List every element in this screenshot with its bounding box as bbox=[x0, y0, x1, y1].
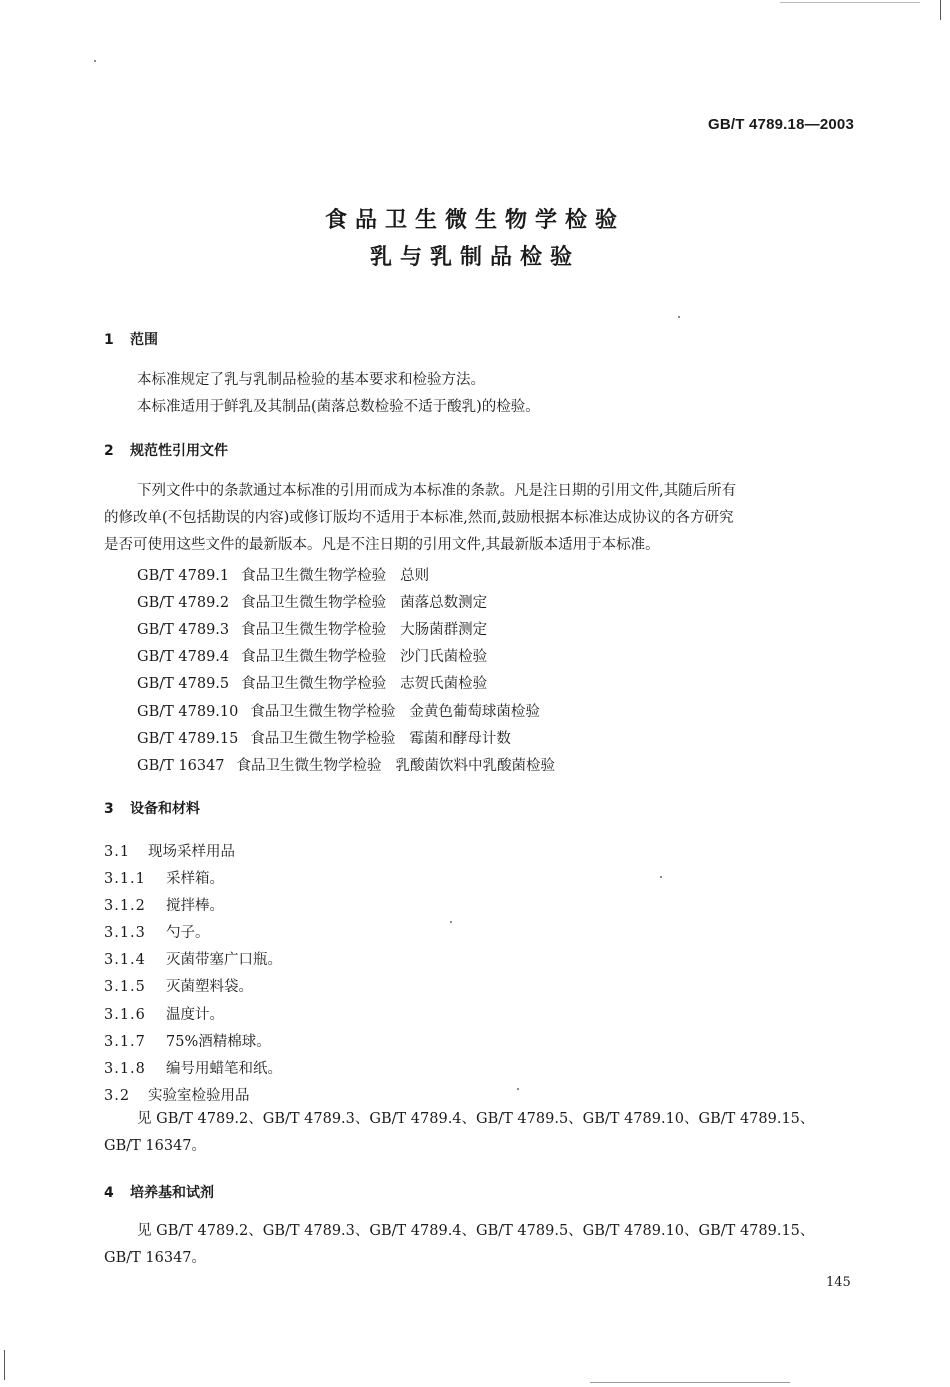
item-number: 3.1.8 bbox=[104, 1061, 146, 1077]
item-text: 灭菌带塞广口瓶。 bbox=[166, 952, 282, 968]
item-text: 灭菌塑料袋。 bbox=[166, 979, 253, 995]
reference-part: 乳酸菌饮料中乳酸菌检验 bbox=[395, 758, 556, 774]
reference-code: GB/T 16347 bbox=[137, 758, 225, 774]
list-item bbox=[104, 1003, 224, 1024]
list-item bbox=[104, 948, 282, 969]
reference-item bbox=[137, 700, 540, 721]
reference-title: 食品卫生微生物学检验 bbox=[241, 649, 387, 665]
item-text: 勺子。 bbox=[166, 925, 210, 941]
reference-title: 食品卫生微生物学检验 bbox=[241, 595, 387, 611]
paragraph-line: 见 GB/T 4789.2、GB/T 4789.3、GB/T 4789.4、GB/T 4789.5、GB/T 4789.10、GB/T 4789.15、 bbox=[137, 1111, 815, 1127]
section-1-heading bbox=[104, 329, 158, 349]
list-item bbox=[104, 975, 253, 996]
list-item bbox=[104, 1030, 271, 1051]
page-number: 145 bbox=[826, 1275, 851, 1290]
list-item bbox=[104, 1057, 282, 1078]
reference-item bbox=[137, 672, 487, 693]
paragraph-line: 是否可使用这些文件的最新版本。凡是不注日期的引用文件,其最新版本适用于本标准。 bbox=[104, 537, 660, 553]
item-number: 3.1 bbox=[104, 844, 131, 860]
reference-title: 食品卫生微生物学检验 bbox=[241, 568, 387, 584]
reference-part: 金黄色葡萄球菌检验 bbox=[409, 704, 540, 720]
reference-part: 志贺氏菌检验 bbox=[400, 676, 488, 692]
section-number: 3 bbox=[104, 801, 114, 817]
reference-title: 食品卫生微生物学检验 bbox=[250, 704, 396, 720]
reference-title: 食品卫生微生物学检验 bbox=[236, 758, 382, 774]
item-number: 3.1.6 bbox=[104, 1007, 146, 1023]
reference-code: GB/T 4789.15 bbox=[137, 731, 239, 747]
subsection-3-2 bbox=[104, 1084, 250, 1105]
section-3-heading bbox=[104, 798, 200, 818]
section-title: 范围 bbox=[130, 332, 158, 348]
scan-edge-mark bbox=[4, 1350, 5, 1380]
reference-code: GB/T 4789.3 bbox=[137, 622, 230, 638]
reference-part: 霉菌和酵母计数 bbox=[409, 731, 511, 747]
reference-item bbox=[137, 727, 511, 748]
section-4-heading bbox=[104, 1182, 214, 1202]
reference-part: 菌落总数测定 bbox=[400, 595, 488, 611]
section-number: 1 bbox=[104, 332, 114, 348]
scan-speck bbox=[678, 316, 680, 318]
item-number: 3.1.2 bbox=[104, 898, 146, 914]
item-number: 3.2 bbox=[104, 1088, 131, 1104]
list-item bbox=[104, 921, 210, 942]
reference-item bbox=[137, 618, 487, 639]
reference-item bbox=[137, 754, 555, 775]
item-text: 搅拌棒。 bbox=[166, 898, 224, 914]
section-number: 2 bbox=[104, 443, 114, 459]
scan-edge-mark bbox=[940, 0, 941, 20]
scan-speck bbox=[94, 60, 96, 62]
paragraph-line: 见 GB/T 4789.2、GB/T 4789.3、GB/T 4789.4、GB/T 4789.5、GB/T 4789.10、GB/T 4789.15、 bbox=[137, 1223, 815, 1239]
section-title: 设备和材料 bbox=[130, 801, 200, 817]
reference-title: 食品卫生微生物学检验 bbox=[241, 622, 387, 638]
item-text: 现场采样用品 bbox=[148, 844, 235, 860]
document-title-line2: 乳与乳制品检验 bbox=[369, 245, 580, 270]
item-number: 3.1.5 bbox=[104, 979, 146, 995]
reference-title: 食品卫生微生物学检验 bbox=[241, 676, 387, 692]
section-title: 规范性引用文件 bbox=[130, 443, 228, 459]
scan-speck bbox=[517, 1088, 519, 1090]
reference-item bbox=[137, 564, 429, 585]
paragraph-line: GB/T 16347。 bbox=[104, 1250, 207, 1266]
reference-item bbox=[137, 591, 487, 612]
document-title-line1: 食品卫生微生物学检验 bbox=[324, 208, 625, 233]
item-number: 3.1.4 bbox=[104, 952, 146, 968]
list-item bbox=[104, 867, 224, 888]
standard-number: GB/T 4789.18—2003 bbox=[708, 116, 854, 133]
section-title: 培养基和试剂 bbox=[130, 1185, 214, 1201]
section-number: 4 bbox=[104, 1185, 114, 1201]
item-number: 3.1.7 bbox=[104, 1034, 146, 1050]
paragraph: 本标准适用于鲜乳及其制品(菌落总数检验不适于酸乳)的检验。 bbox=[137, 399, 540, 415]
scan-edge-mark bbox=[780, 2, 920, 3]
reference-code: GB/T 4789.4 bbox=[137, 649, 230, 665]
item-number: 3.1.1 bbox=[104, 871, 146, 887]
reference-item bbox=[137, 645, 487, 666]
item-text: 编号用蜡笔和纸。 bbox=[166, 1061, 282, 1077]
reference-code: GB/T 4789.5 bbox=[137, 676, 230, 692]
reference-code: GB/T 4789.2 bbox=[137, 595, 230, 611]
paragraph-line: 下列文件中的条款通过本标准的引用而成为本标准的条款。凡是注日期的引用文件,其随后所有 bbox=[137, 483, 737, 499]
subsection-3-1 bbox=[104, 840, 235, 861]
paragraph-line: GB/T 16347。 bbox=[104, 1138, 207, 1154]
list-item bbox=[104, 894, 224, 915]
reference-part: 大肠菌群测定 bbox=[400, 622, 488, 638]
reference-title: 食品卫生微生物学检验 bbox=[250, 731, 396, 747]
item-text: 实验室检验用品 bbox=[148, 1088, 250, 1104]
item-text: 采样箱。 bbox=[166, 871, 224, 887]
item-text: 温度计。 bbox=[166, 1007, 224, 1023]
reference-part: 沙门氏菌检验 bbox=[400, 649, 488, 665]
paragraph: 本标准规定了乳与乳制品检验的基本要求和检验方法。 bbox=[137, 372, 485, 388]
item-number: 3.1.3 bbox=[104, 925, 146, 941]
reference-code: GB/T 4789.1 bbox=[137, 568, 230, 584]
reference-part: 总则 bbox=[400, 568, 430, 584]
scan-speck bbox=[660, 876, 662, 878]
section-2-heading bbox=[104, 440, 228, 460]
reference-code: GB/T 4789.10 bbox=[137, 704, 239, 720]
scan-edge-mark bbox=[590, 1382, 790, 1383]
scan-speck bbox=[450, 921, 452, 923]
item-text: 75%酒精棉球。 bbox=[166, 1034, 271, 1050]
paragraph-line: 的修改单(不包括勘误的内容)或修订版均不适用于本标准,然而,鼓励根据本标准达成协议的各方研究 bbox=[104, 510, 734, 526]
